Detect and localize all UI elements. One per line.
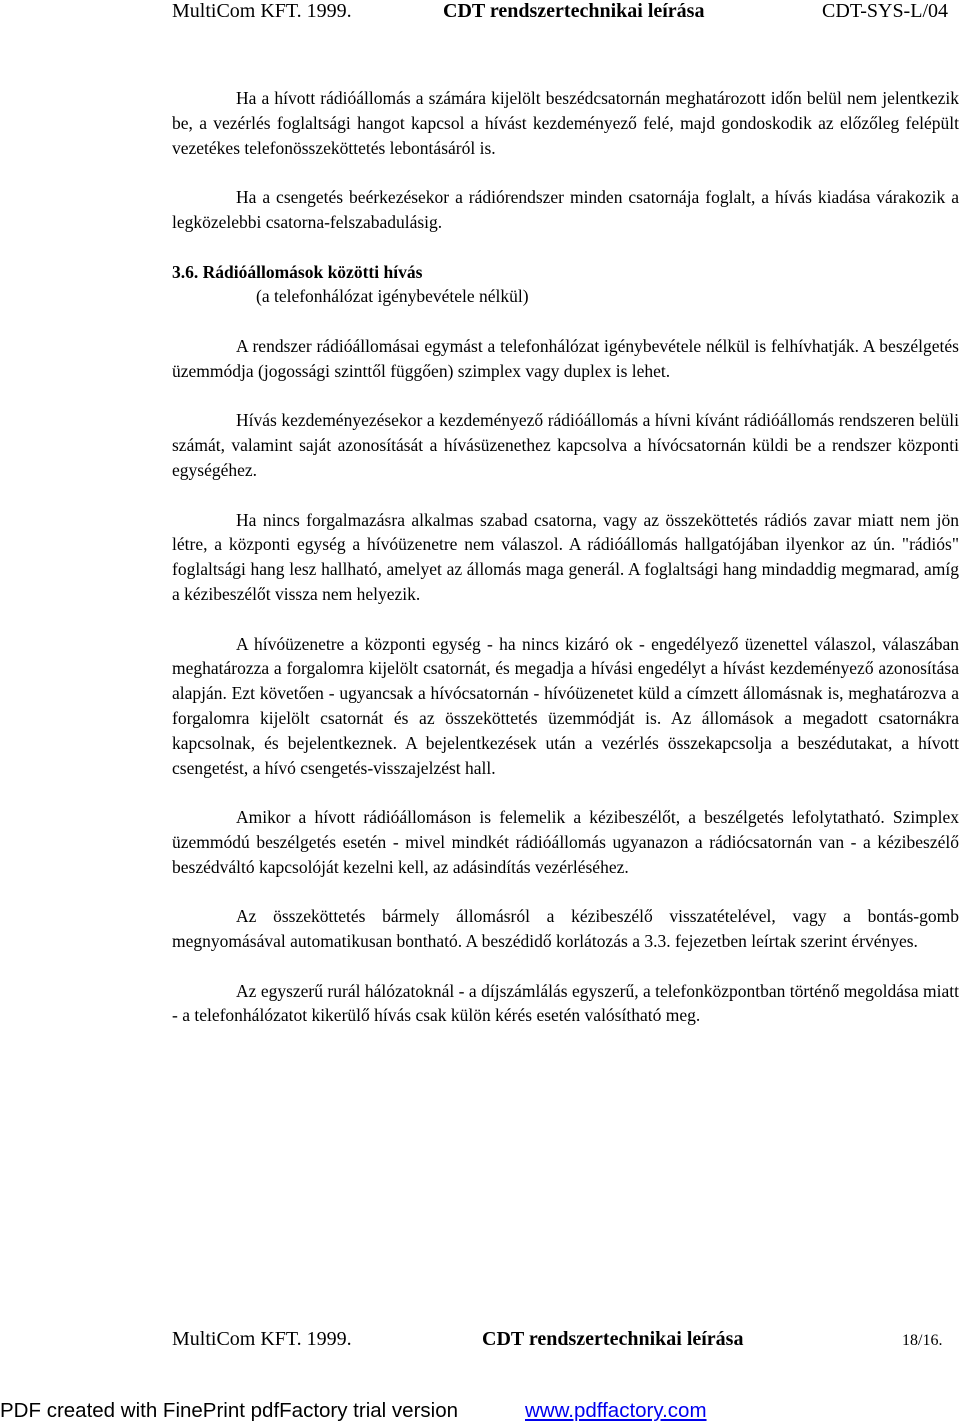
paragraph: Amikor a hívott rádióállomáson is felemelik a kézibeszélőt, a beszélgetés lefolytatható. Szimplex üzemmódú beszélgetés esetén - mivel mindkét rádióállomás ugyanazon a rádiócsatornán van - a kézibeszélő beszédváltó kapcsolóját kezelni kell, az adásindítás vezérléséhez. [172, 807, 959, 877]
section-heading [172, 260, 959, 285]
page-header [0, 0, 960, 24]
section-title: Rádióállomások közötti hívás [202, 261, 423, 282]
document-body [172, 86, 959, 1028]
paragraph: Az összeköttetés bármely állomásról a kézibeszélő visszatételével, vagy a bontás-gomb megnyomásával automatikusan bontható. A beszédidő korlátozás a 3.3. fejezetben leírtak szerint érvényes. [172, 906, 959, 952]
paragraph: Ha a csengetés beérkezésekor a rádiórendszer minden csatornája foglalt, a hívás kiadása várakozik a legközelebbi csatorna-felszabadulásig. [172, 187, 959, 232]
header-company: MultiCom KFT. 1999. [172, 0, 352, 22]
section-number: 3.6. [172, 261, 199, 282]
page-number: 18/16. [902, 1332, 943, 1349]
page-footer [0, 1325, 960, 1353]
header-doc-code: CDT-SYS-L/04 [822, 0, 948, 22]
pdf-trial-banner [0, 1396, 960, 1426]
paragraph: A rendszer rádióállomásai egymást a telefonhálózat igénybevétele nélkül is felhívhatják. A beszélgetés üzemmódja (jogossági szinttől függően) szimplex vagy duplex is lehet. [172, 335, 959, 381]
footer-company: MultiCom KFT. 1999. [172, 1328, 352, 1350]
pdf-banner-text: PDF created with FinePrint pdfFactory trial version [0, 1399, 458, 1422]
paragraph: Hívás kezdeményezésekor a kezdeményező rádióállomás a hívni kívánt rádióállomás rendszeren belüli számát, valamint saját azonosítását a hívásüzenethez kapcsolva a hívócsatornán küldi be a rendszer központi egységéhez. [172, 410, 959, 480]
paragraph: Az egyszerű rurál hálózatoknál - a díjszámlálás egyszerű, a telefonközpontban történő megoldása miatt - a telefonhálózatot kikerülő hívás csak külön kérés esetén valósítható meg. [172, 980, 959, 1026]
pdffactory-link[interactable]: www.pdffactory.com [525, 1399, 707, 1422]
paragraph: Ha a hívott rádióállomás a számára kijelölt beszédcsatornán meghatározott időn belül nem jelentkezik be, a vezérlés foglaltsági hangot kapcsol a hívást kezdeményező felé, majd gondoskodik az előzőleg felépült vezetékes telefonösszeköttetés lebontásáról is. [172, 88, 959, 158]
paragraph: A hívóüzenetre a központi egység - ha nincs kizáró ok - engedélyező üzenettel válaszol, válaszában meghatározza a forgalomra kijelölt csatornát, és megadja a hívási engedélyt a hívást kezdeményező azonosítása alapján. Ezt követően - ugyancsak a hívócsatornán - hívóüzenetet küld a címzett állomásnak is, meghatározva a forgalomra kijelölt csatornát és az összeköttetés üzemmódját is. Az állomások a megadott csatornákra kapcsolnak, és bejelentkeznek. A bejelentkezések után a vezérlés összekapcsolja a beszédutakat, a hívott csengetést, a hívó csengetés-visszajelzést hall. [172, 633, 959, 778]
paragraph: Ha nincs forgalmazásra alkalmas szabad csatorna, vagy az összeköttetés rádiós zavar miatt nem jön létre, a központi egység a hívóüzenetre nem válaszol. A rádióállomás hallgatójában ilyenkor az ún. "rádiós" foglaltsági hang lesz hallható, amelyet az állomás maga generál. A foglaltsági hang mindaddig megmarad, amíg a kézibeszélőt vissza nem helyezik. [172, 509, 959, 604]
section-subtitle: (a telefonhálózat igénybevétele nélkül) [256, 286, 529, 307]
header-title: CDT rendszertechnikai leírása [443, 0, 705, 22]
footer-title: CDT rendszertechnikai leírása [482, 1328, 744, 1350]
